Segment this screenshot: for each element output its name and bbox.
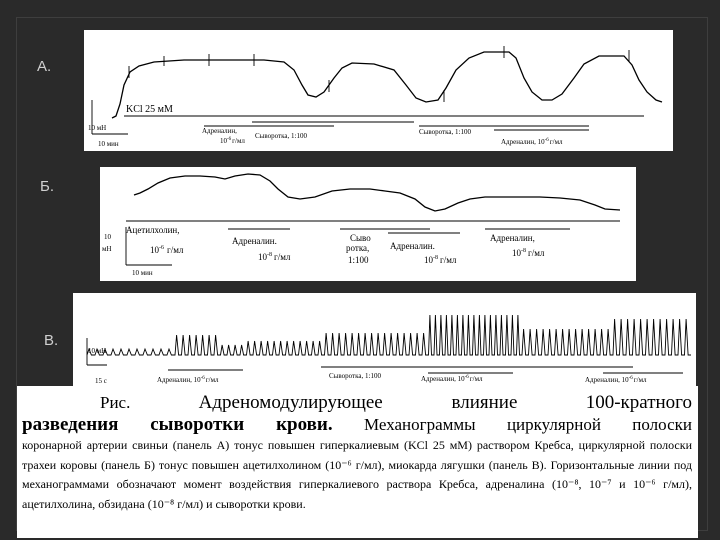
- panel-b-adr3-label: Адреналин,: [490, 233, 535, 243]
- panel-b-ach-label: Ацетилхолин,: [126, 225, 180, 235]
- panel-b-letter: Б.: [40, 178, 55, 195]
- caption-fig-label: Рис.: [100, 393, 131, 412]
- panel-c-figure: [73, 293, 696, 386]
- panel-b-ach-conc: $10^{-6}$ г/мл: [150, 245, 184, 255]
- panel-c-beats: [87, 315, 691, 355]
- panel-c-serum-label: Сыворотка, 1:100: [329, 372, 381, 380]
- panel-b-scale-y1: 10: [104, 233, 111, 241]
- panel-a-adr2-label: Адреналин, $10^{-6}г/мл$: [501, 138, 563, 146]
- caption-body: коронарной артерии свиньи (панель А) тонус повышен гиперкалиевым (KCl 25 мМ) раствором Кребса, циркулярной полоски трахеи коровы (панель Б) тонус повышен ацетилхолином (10⁻⁶ г/мл), миокарда лягушки (панель В). Горизонтальные линии под механограммами обозначают момент воздействия гиперкалиевого раствора Кребса, адреналина (10⁻⁸, 10⁻⁷ и 10⁻⁶ г/мл), ацетилхолина, обзидана (10⁻⁸ г/мл) и сыворотки крови.: [22, 438, 692, 511]
- panel-a-serum2-label: Сыворотка, 1:100: [419, 128, 471, 136]
- panel-b-scale-y2: мН: [102, 245, 112, 253]
- panel-b-serum-label3: 1:100: [348, 255, 369, 265]
- panel-b-adr3-conc: $10^{-8}$ г/мл: [512, 248, 545, 258]
- panel-c-scale-x-label: 15 с: [95, 377, 107, 385]
- panel-a-letter: А.: [37, 58, 52, 75]
- panel-c-trace: [87, 315, 691, 355]
- panel-a-scale-y-label: 10 мН: [88, 124, 107, 132]
- caption-title: Адреномодулирующее влияние: [198, 392, 518, 413]
- panel-b-adr1-conc: $10^{-8}$ г/мл: [258, 252, 291, 262]
- panel-c-adr2-label: Адреналин, $10^{-6}г/мл$: [421, 375, 483, 383]
- figure-caption: [17, 386, 698, 538]
- panel-b-scale-x-label: 10 мин: [132, 269, 153, 277]
- panel-c-adr3-label: Адреналин, $10^{-6}г/мл$: [585, 376, 647, 384]
- panel-a-adr1-conc: $10^{-6}г/мл$: [220, 137, 245, 145]
- caption-title-2: 100-кратного: [585, 392, 692, 413]
- caption-line-2: [22, 414, 692, 436]
- panel-b-serum-label1: Сыво: [350, 233, 371, 243]
- panel-c-letter: В.: [44, 332, 59, 349]
- panel-a-figure: [84, 30, 673, 151]
- panel-c-scale-y-label: 10 мН: [88, 347, 107, 355]
- panel-b-adr2-conc: $10^{-8}$ г/мл: [424, 255, 457, 265]
- panel-a-trace: [112, 52, 662, 118]
- panel-b-figure: [100, 167, 636, 281]
- caption-line-1: [22, 392, 692, 414]
- panel-a-serum1-label: Сыворотка, 1:100: [255, 132, 307, 140]
- panel-b-adr2-label: Адреналин.: [390, 241, 435, 251]
- caption-subtitle: Механограммы циркулярной полоски: [363, 415, 692, 434]
- panel-b-trace: [134, 174, 620, 211]
- panel-a-kcl-label: KCl 25 мМ: [126, 104, 173, 115]
- panel-b-adr1-label: Адреналин.: [232, 236, 277, 246]
- panel-a-scale-x-label: 10 мин: [98, 140, 119, 148]
- panel-b-serum-label2: ротка,: [346, 243, 370, 253]
- caption-title-3: разведения сыворотки крови.: [22, 414, 333, 435]
- panel-c-adr1-label: Адреналин, $10^{-6}г/мл$: [157, 376, 219, 384]
- panel-a-ticks: [129, 46, 629, 102]
- panel-a-adr1-label: Адреналин,: [202, 127, 237, 135]
